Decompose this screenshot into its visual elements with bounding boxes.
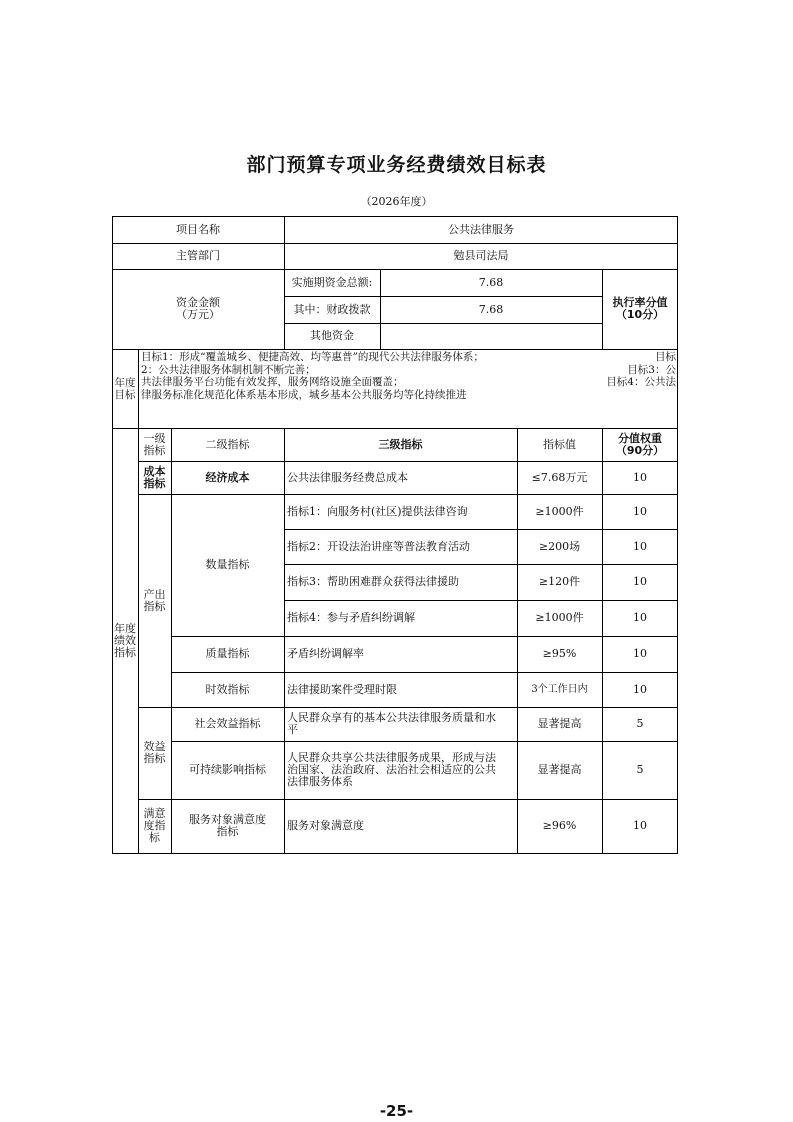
dept-value: 勉县司法局 xyxy=(453,249,509,262)
cost-level2: 经济成本 xyxy=(205,470,250,484)
other-funds-label: 其他资金 xyxy=(310,329,354,342)
annual-goals-label: 年度目标 xyxy=(114,376,136,401)
benefit-level1: 效益指标 xyxy=(143,740,166,765)
q2-value: ≥200场 xyxy=(538,539,581,553)
page-title: 部门预算专项业务经费绩效目标表 xyxy=(246,154,547,176)
satisfaction-value: ≥96% xyxy=(542,819,577,832)
col-level3: 三级指标 xyxy=(378,437,423,451)
cost-level3: 公共法律服务经费总成本 xyxy=(287,470,408,484)
q4-value: ≥1000件 xyxy=(535,611,584,624)
other-funds-value xyxy=(380,323,602,349)
sustain-level3: 人民群众共享公共法律服务成果，形成与法治国家、法治政府、法治社会相适应的公共法律服务体系 xyxy=(287,751,496,788)
sustain-level2: 可持续影响指标 xyxy=(189,763,266,776)
annual-indicators-label: 年度绩效指标 xyxy=(114,621,136,659)
col-level2: 二级指标 xyxy=(205,437,250,451)
project-name: 公共法律服务 xyxy=(448,222,514,236)
q4-level3: 指标4：参与矛盾纠纷调解 xyxy=(287,611,415,624)
quality-weight: 10 xyxy=(633,647,647,660)
satisfaction-level2: 服务对象满意度指标 xyxy=(189,813,266,838)
goal-line-3: 共法律服务平台功能有效发挥，服务网络设施全面覆盖； xyxy=(141,376,404,388)
satisfaction-level1: 满意度指标 xyxy=(143,807,166,844)
quality-level2: 质量指标 xyxy=(205,647,250,660)
performance-table xyxy=(112,216,678,854)
social-level3: 人民群众享有的基本公共法律服务质量和水平 xyxy=(287,711,496,736)
total-funds-label: 实施期资金总额: xyxy=(291,275,373,289)
satisfaction-weight: 10 xyxy=(633,819,647,832)
q3-value: ≥120件 xyxy=(538,575,581,588)
goal-line-1-end: 目标 xyxy=(655,351,676,363)
time-value: 3个工作日内 xyxy=(531,683,588,695)
q4-weight: 10 xyxy=(633,611,647,624)
time-weight: 10 xyxy=(633,682,647,696)
execution-rate-label: 执行率分值（10分） xyxy=(612,296,668,321)
goal-line-3-end: 目标4：公共法 xyxy=(606,376,676,388)
q1-weight: 10 xyxy=(633,504,647,518)
goal-line-2-end: 目标3：公 xyxy=(627,363,676,376)
annual-goals-text xyxy=(138,350,678,404)
output-level1: 产出指标 xyxy=(143,587,166,613)
social-value: 显著提高 xyxy=(537,717,582,730)
col-level1: 一级指标 xyxy=(143,431,166,457)
social-level2: 社会效益指标 xyxy=(194,717,261,730)
funds-label: 资金金额 （万元） xyxy=(176,296,220,321)
sustain-value: 显著提高 xyxy=(537,763,582,776)
fiscal-year: （2026年度） xyxy=(360,195,433,208)
time-level2: 时效指标 xyxy=(205,682,250,696)
quality-value: ≥95% xyxy=(542,647,577,660)
col-weight: 分值权重（90分） xyxy=(615,431,665,457)
satisfaction-level3: 服务对象满意度 xyxy=(287,819,364,832)
q1-level3: 指标1：向服务村(社区)提供法律咨询 xyxy=(287,504,468,518)
fiscal-funds-value: 7.68 xyxy=(478,302,504,316)
q1-value: ≥1000件 xyxy=(535,504,584,518)
page-number: -25- xyxy=(379,1102,414,1120)
quantity-level2: 数量指标 xyxy=(205,558,250,571)
goal-line-4: 律服务标准化规范化体系基本形成，城乡基本公共服务均等化持续推进 xyxy=(141,388,467,401)
time-level3: 法律援助案件受理时限 xyxy=(287,682,397,696)
goal-line-1: 目标1：形成“覆盖城乡、便捷高效、均等惠普”的现代公共法律服务体系； xyxy=(141,351,484,363)
q3-weight: 10 xyxy=(633,575,647,588)
goal-line-2: 2：公共法律服务体制机制不断完善； xyxy=(141,363,316,376)
cost-value: ≤7.68万元 xyxy=(531,470,588,484)
cost-weight: 10 xyxy=(633,470,647,484)
q2-level3: 指标2：开设法治讲座等普法教育活动 xyxy=(287,539,470,553)
q3-level3: 指标3：帮助困难群众获得法律援助 xyxy=(287,575,459,588)
sustain-weight: 5 xyxy=(636,763,644,776)
fiscal-funds-label: 其中：财政拨款 xyxy=(293,302,371,316)
dept-label: 主管部门 xyxy=(176,249,220,262)
project-name-label: 项目名称 xyxy=(176,222,220,236)
total-funds-value: 7.68 xyxy=(478,275,504,289)
social-weight: 5 xyxy=(636,717,644,730)
cost-level1: 成本指标 xyxy=(143,464,166,490)
quality-level3: 矛盾纠纷调解率 xyxy=(287,647,364,660)
col-value: 指标值 xyxy=(543,437,576,451)
q2-weight: 10 xyxy=(633,539,647,553)
